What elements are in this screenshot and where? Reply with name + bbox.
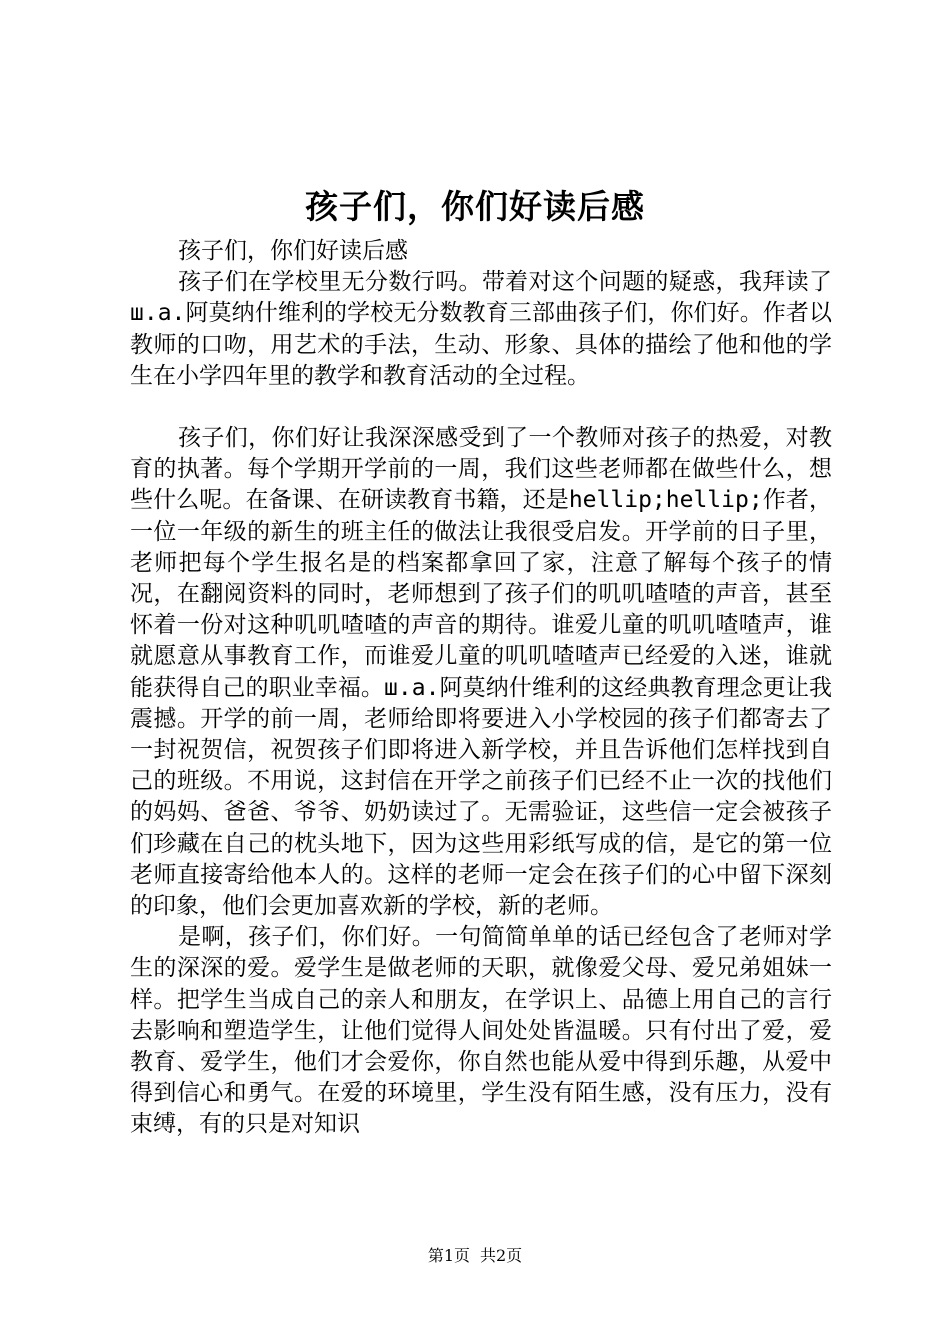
page-total: 共2页 xyxy=(480,1246,523,1265)
paragraph-conclusion: 是啊，孩子们，你们好。一句简简单单的话已经包含了老师对学生的深深的爱。爱学生是做老师的天职，就像爱父母、爱兄弟姐妹一样。把学生当成自己的亲人和朋友，在学识上、品德上用自己的言行去影响和塑造学生，让他们觉得人间处处皆温暖。只有付出了爱，爱教育、爱学生，他们才会爱你，你自然也能从爱中得到乐趣，从爱中得到信心和勇气。在爱的环境里，学生没有陌生感，没有压力，没有束缚，有的只是对知识 xyxy=(130,924,832,1138)
document-title: 孩子们，你们好读后感 xyxy=(305,187,645,226)
paragraph-teacher-love: 孩子们，你们好让我深深感受到了一个教师对孩子的热爱，对教育的执著。每个学期开学前的一周，我们这些老师都在做些什么，想些什么呢。在备课、在研读教育书籍，还是hellip;hellip;作者，一位一年级的新生的班主任的做法让我很受启发。开学前的日子里，老师把每个学生报名是的档案都拿回了家，注意了解每个孩子的情况，在翻阅资料的同时，老师想到了孩子们的叽叽喳喳的声音，甚至怀着一份对这种叽叽喳喳的声音的期待。谁爱儿童的叽叽喳喳声，谁就愿意从事教育工作，而谁爱儿童的叽叽喳喳声已经爱的入迷，谁就能获得自己的职业幸福。ш.a.阿莫纳什维利的这经典教育理念更让我震撼。开学的前一周，老师给即将要进入小学校园的孩子们都寄去了一封祝贺信，祝贺孩子们即将进入新学校，并且告诉他们怎样找到自己的班级。不用说，这封信在开学之前孩子们已经不止一次的找他们的妈妈、爸爸、爷爷、奶奶读过了。无需验证，这些信一定会被孩子们珍藏在自己的枕头地下，因为这些用彩纸写成的信，是它的第一位老师直接寄给他本人的。这样的老师一定会在孩子们的心中留下深刻的印象，他们会更加喜欢新的学校，新的老师。 xyxy=(130,425,832,920)
page-number: 第1页 xyxy=(427,1246,470,1265)
page-footer xyxy=(0,1246,950,1266)
document-body xyxy=(130,236,832,1141)
paragraph-subtitle: 孩子们，你们好读后感 xyxy=(178,238,408,264)
paragraph-intro: 孩子们在学校里无分数行吗。带着对这个问题的疑惑，我拜读了ш.a.阿莫纳什维利的学校无分数教育三部曲孩子们，你们好。作者以教师的口吻，用艺术的手法，生动、形象、具体的描绘了他和他的学生在小学四年里的教学和教育活动的全过程。 xyxy=(130,269,832,389)
